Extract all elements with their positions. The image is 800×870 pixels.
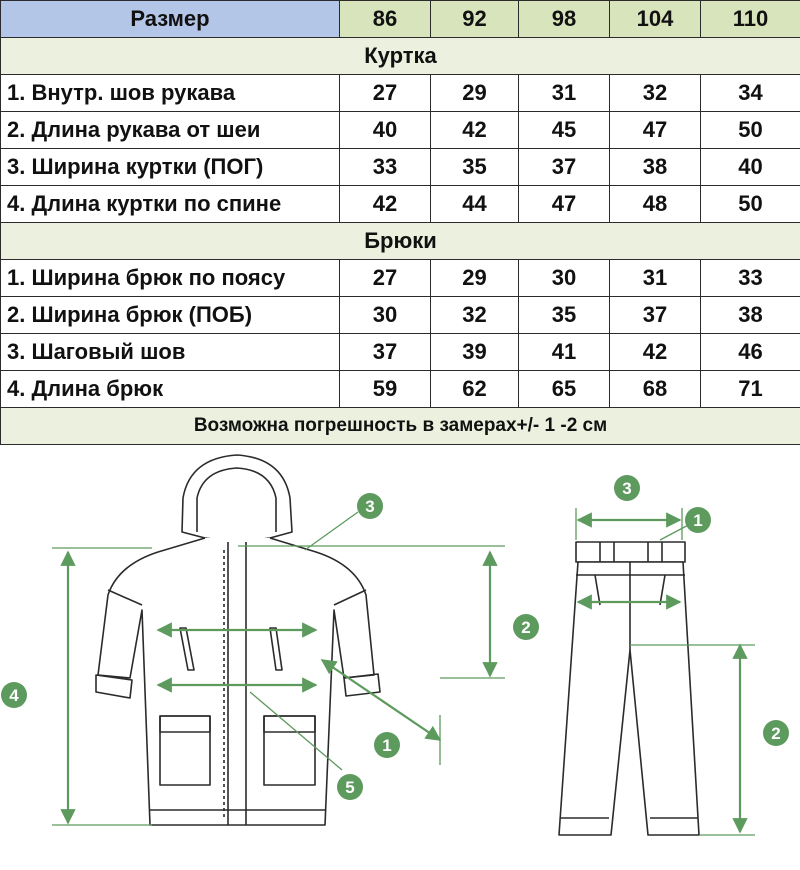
size-104-header: 104 xyxy=(610,1,701,38)
jacket-marker-2-label: 2 xyxy=(521,618,531,637)
cell-value: 68 xyxy=(610,371,701,408)
cell-value: 50 xyxy=(701,112,800,149)
cell-value: 37 xyxy=(519,149,610,186)
jacket-marker-5-label: 5 xyxy=(345,778,355,797)
table-row xyxy=(1,371,800,408)
table-row xyxy=(1,149,800,186)
cell-value: 42 xyxy=(340,186,431,223)
jacket-marker-5 xyxy=(337,774,363,800)
table-row xyxy=(1,112,800,149)
section-title: Брюки xyxy=(1,223,800,260)
pants-drawing xyxy=(559,542,699,835)
note-row xyxy=(1,408,800,445)
cell-value: 38 xyxy=(701,297,800,334)
cell-value: 30 xyxy=(340,297,431,334)
row-label: 4. Длина брюк xyxy=(1,371,340,408)
pants-marker-3-label: 3 xyxy=(622,479,632,498)
cell-value: 59 xyxy=(340,371,431,408)
row-label: 4. Длина куртки по спине xyxy=(1,186,340,223)
cell-value: 27 xyxy=(340,75,431,112)
cell-value: 42 xyxy=(610,334,701,371)
cell-value: 39 xyxy=(431,334,519,371)
cell-value: 62 xyxy=(431,371,519,408)
size-98-header: 98 xyxy=(519,1,610,38)
table-row xyxy=(1,334,800,371)
cell-value: 65 xyxy=(519,371,610,408)
cell-value: 35 xyxy=(519,297,610,334)
table-header-row xyxy=(1,1,800,38)
cell-value: 42 xyxy=(431,112,519,149)
cell-value: 29 xyxy=(431,75,519,112)
size-header-label: Размер xyxy=(1,1,340,38)
jacket-marker-4 xyxy=(1,682,27,708)
pants-marker-3 xyxy=(614,475,640,501)
cell-value: 44 xyxy=(431,186,519,223)
row-label: 3. Шаговый шов xyxy=(1,334,340,371)
table-row xyxy=(1,260,800,297)
cell-value: 32 xyxy=(431,297,519,334)
cell-value: 31 xyxy=(610,260,701,297)
cell-value: 29 xyxy=(431,260,519,297)
jacket-marker-1 xyxy=(374,732,400,758)
cell-value: 38 xyxy=(610,149,701,186)
pants-marker-2 xyxy=(763,720,789,746)
size-92-header: 92 xyxy=(431,1,519,38)
jacket-marker-1-label: 1 xyxy=(382,736,392,755)
cell-value: 47 xyxy=(519,186,610,223)
cell-value: 37 xyxy=(340,334,431,371)
row-label: 1. Ширина брюк по поясу xyxy=(1,260,340,297)
section-title: Куртка xyxy=(1,38,800,75)
size-86-header: 86 xyxy=(340,1,431,38)
row-label: 3. Ширина куртки (ПОГ) xyxy=(1,149,340,186)
jacket-marker-3-label: 3 xyxy=(365,497,375,516)
pants-marker-1-label: 1 xyxy=(693,511,703,530)
jacket-marker-4-label: 4 xyxy=(9,686,19,705)
jacket-marker-2 xyxy=(513,614,539,640)
row-label: 2. Длина рукава от шеи xyxy=(1,112,340,149)
cell-value: 40 xyxy=(340,112,431,149)
cell-value: 37 xyxy=(610,297,701,334)
row-label: 1. Внутр. шов рукава xyxy=(1,75,340,112)
cell-value: 47 xyxy=(610,112,701,149)
cell-value: 31 xyxy=(519,75,610,112)
section-header-jacket xyxy=(1,38,800,75)
cell-value: 46 xyxy=(701,334,800,371)
pants-marker-2-label: 2 xyxy=(771,724,781,743)
cell-value: 71 xyxy=(701,371,800,408)
cell-value: 30 xyxy=(519,260,610,297)
size-110-header: 110 xyxy=(701,1,800,38)
cell-value: 48 xyxy=(610,186,701,223)
table-row xyxy=(1,75,800,112)
row-label: 2. Ширина брюк (ПОБ) xyxy=(1,297,340,334)
measurement-tolerance-note: Возможна погрешность в замерах+/- 1 -2 см xyxy=(1,408,800,445)
cell-value: 34 xyxy=(701,75,800,112)
table-row xyxy=(1,297,800,334)
jacket-marker-3 xyxy=(357,493,383,519)
measurement-diagram xyxy=(0,440,800,870)
cell-value: 35 xyxy=(431,149,519,186)
cell-value: 41 xyxy=(519,334,610,371)
cell-value: 33 xyxy=(340,149,431,186)
table-row xyxy=(1,186,800,223)
jacket-drawing xyxy=(96,455,380,825)
cell-value: 45 xyxy=(519,112,610,149)
cell-value: 33 xyxy=(701,260,800,297)
section-header-pants xyxy=(1,223,800,260)
cell-value: 40 xyxy=(701,149,800,186)
cell-value: 50 xyxy=(701,186,800,223)
pants-marker-1 xyxy=(685,507,711,533)
cell-value: 32 xyxy=(610,75,701,112)
cell-value: 27 xyxy=(340,260,431,297)
